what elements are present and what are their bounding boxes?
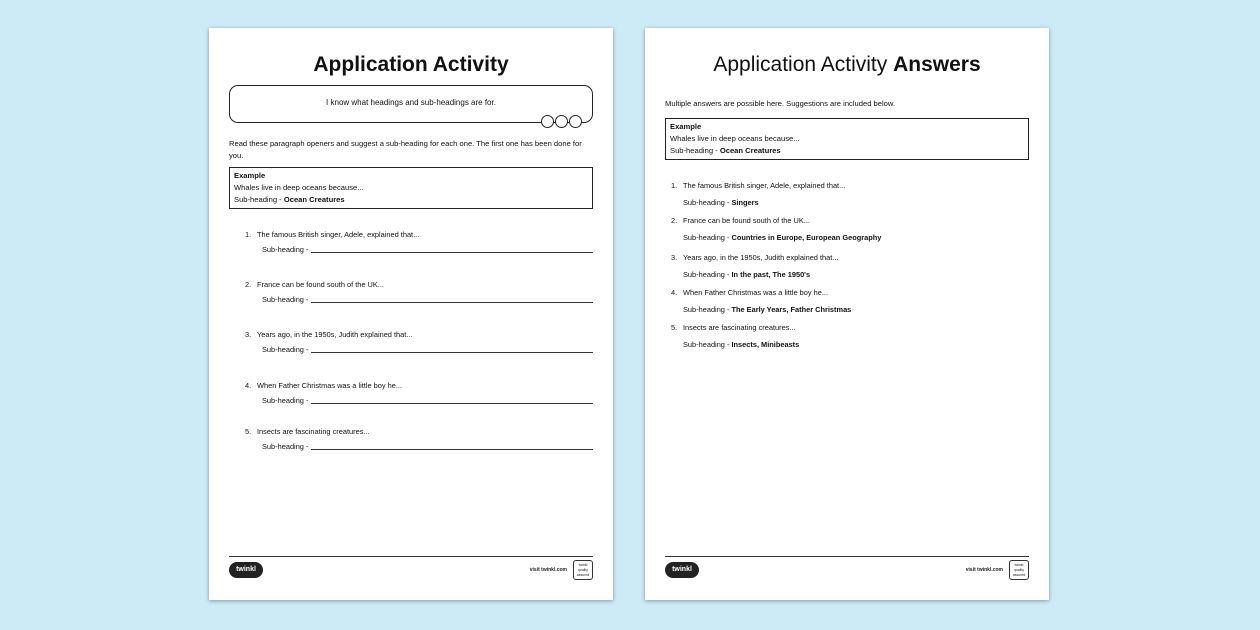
example-label: Example bbox=[234, 171, 266, 180]
question-number: 1. bbox=[671, 181, 678, 190]
example-opener: Whales live in deep oceans because... bbox=[670, 134, 800, 143]
question-text: Insects are fascinating creatures... bbox=[257, 427, 370, 436]
example-sub-prefix: Sub-heading - bbox=[670, 146, 720, 155]
answer-line[interactable] bbox=[311, 449, 593, 450]
question-number: 2. bbox=[245, 280, 252, 289]
question-number: 4. bbox=[671, 288, 678, 297]
question-text: France can be found south of the UK... bbox=[257, 280, 384, 289]
assessment-circles bbox=[541, 115, 582, 128]
quality-badge: twinkl quality assured bbox=[1009, 560, 1029, 580]
example-sub-prefix: Sub-heading - bbox=[234, 195, 284, 204]
question-text: Years ago, in the 1950s, Judith explained that... bbox=[683, 253, 839, 262]
question-text: Insects are fascinating creatures... bbox=[683, 323, 796, 332]
suggested-answer: Countries in Europe, European Geography bbox=[731, 233, 882, 242]
sub-heading-label: Sub-heading - bbox=[262, 245, 309, 254]
assessment-circle[interactable] bbox=[555, 115, 568, 128]
question-item bbox=[245, 380, 593, 406]
answer-line[interactable] bbox=[311, 252, 593, 253]
question-item bbox=[245, 279, 593, 305]
question-number: 3. bbox=[245, 330, 252, 339]
example-opener: Whales live in deep oceans because... bbox=[234, 183, 364, 192]
footer-url: visit twinkl.com bbox=[965, 567, 1003, 573]
example-box bbox=[665, 118, 1029, 160]
answers-page bbox=[645, 28, 1049, 600]
question-number: 4. bbox=[245, 381, 252, 390]
suggested-answer: The Early Years, Father Christmas bbox=[731, 305, 852, 314]
worksheet-page bbox=[209, 28, 613, 600]
question-text: When Father Christmas was a little boy he... bbox=[257, 381, 402, 390]
example-label: Example bbox=[670, 122, 702, 131]
footer-url: visit twinkl.com bbox=[529, 567, 567, 573]
question-item bbox=[245, 329, 593, 355]
instructions: Read these paragraph openers and suggest a sub-heading for each one. The first one has been done for you. bbox=[229, 139, 582, 160]
answer-item bbox=[671, 287, 1029, 315]
sub-heading-label: Sub-heading - bbox=[262, 345, 309, 354]
sub-heading-label: Sub-heading - bbox=[683, 198, 732, 207]
question-number: 1. bbox=[245, 230, 252, 239]
sub-heading-label: Sub-heading - bbox=[262, 442, 309, 451]
question-text: Years ago, in the 1950s, Judith explained that... bbox=[257, 330, 413, 339]
suggested-answer: Singers bbox=[731, 198, 759, 207]
objective-box bbox=[229, 85, 593, 123]
example-sub-answer: Ocean Creatures bbox=[719, 146, 781, 155]
answer-line[interactable] bbox=[311, 352, 593, 353]
title-regular: Application Activity bbox=[713, 53, 888, 76]
instructions: Multiple answers are possible here. Suggestions are included below. bbox=[665, 99, 896, 108]
question-number: 3. bbox=[671, 253, 678, 262]
answer-line[interactable] bbox=[311, 302, 593, 303]
sub-heading-label: Sub-heading - bbox=[262, 295, 309, 304]
sub-heading-label: Sub-heading - bbox=[683, 305, 732, 314]
twinkl-logo: twinkl bbox=[229, 562, 263, 578]
example-sub-answer: Ocean Creatures bbox=[283, 195, 345, 204]
answer-item bbox=[671, 322, 1029, 350]
question-number: 5. bbox=[245, 427, 252, 436]
footer-divider bbox=[665, 556, 1029, 557]
question-text: The famous British singer, Adele, explained that... bbox=[257, 230, 420, 239]
question-text: When Father Christmas was a little boy he... bbox=[683, 288, 828, 297]
question-item bbox=[245, 229, 593, 255]
suggested-answer: In the past, The 1950's bbox=[731, 270, 811, 279]
assessment-circle[interactable] bbox=[569, 115, 582, 128]
assessment-circle[interactable] bbox=[541, 115, 554, 128]
answer-item bbox=[671, 252, 1029, 280]
quality-badge: twinkl quality assured bbox=[573, 560, 593, 580]
question-item bbox=[245, 426, 593, 452]
footer-divider bbox=[229, 556, 593, 557]
question-number: 5. bbox=[671, 323, 678, 332]
twinkl-logo: twinkl bbox=[665, 562, 699, 578]
sub-heading-label: Sub-heading - bbox=[683, 270, 732, 279]
answer-item bbox=[671, 180, 1029, 208]
example-box bbox=[229, 167, 593, 209]
suggested-answer: Insects, Minibeasts bbox=[731, 340, 800, 349]
sub-heading-label: Sub-heading - bbox=[683, 233, 732, 242]
sub-heading-label: Sub-heading - bbox=[683, 340, 732, 349]
title-bold: Answers bbox=[893, 53, 981, 76]
question-text: The famous British singer, Adele, explained that... bbox=[683, 181, 846, 190]
answer-line[interactable] bbox=[311, 403, 593, 404]
sub-heading-label: Sub-heading - bbox=[262, 396, 309, 405]
page-title: Application Activity bbox=[313, 53, 509, 76]
page-title bbox=[665, 53, 1029, 77]
question-number: 2. bbox=[671, 216, 678, 225]
answer-item bbox=[671, 215, 1029, 243]
objective-text: I know what headings and sub-headings are for. bbox=[326, 98, 496, 107]
question-text: France can be found south of the UK... bbox=[683, 216, 810, 225]
